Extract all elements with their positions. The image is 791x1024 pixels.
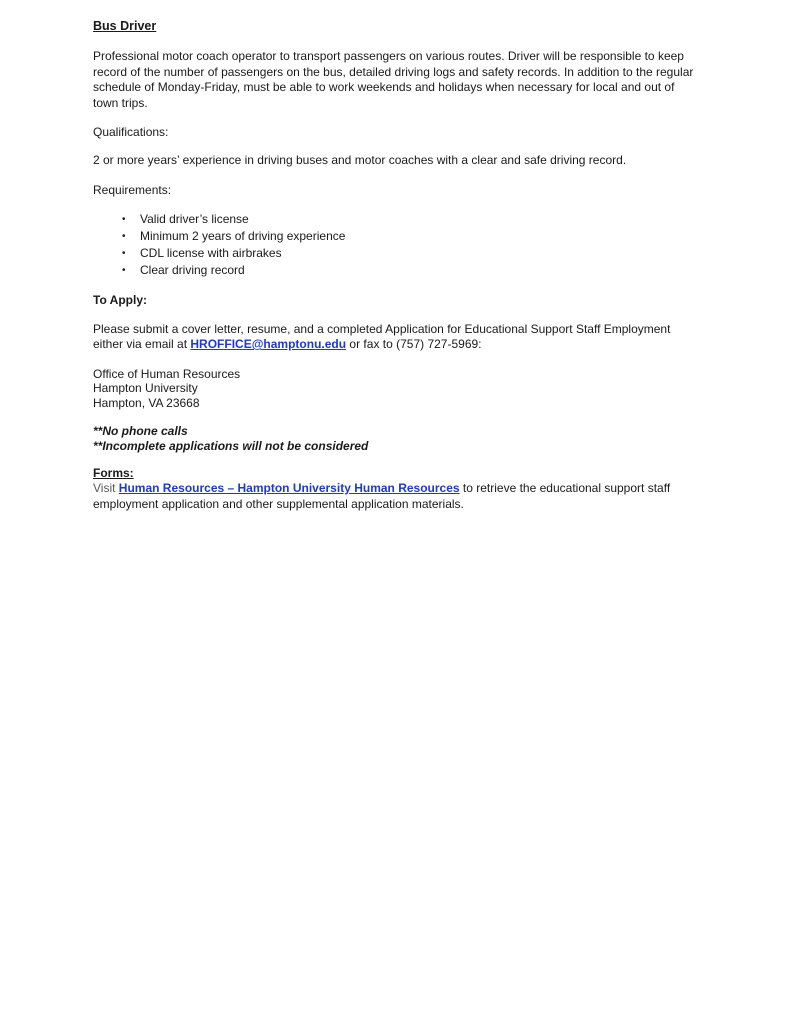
intro-paragraph: Professional motor coach operator to transport passengers on various routes. Driver will be responsible to keep record of the number of passengers on the bus, detailed driving logs and safety records. In addition to the regular schedule of Monday-Friday, must be able to work weekends and holidays when necessary for local and out of town trips.: [93, 49, 694, 110]
forms-heading: Forms:: [93, 466, 134, 480]
bullet-icon: •: [122, 230, 126, 242]
forms-text-after-link: to retrieve the educational support staff employment application and other supplemental application materials.: [93, 481, 671, 511]
notes-block: [93, 424, 700, 453]
requirement-item: [93, 228, 700, 245]
address-line: Hampton, VA 23668: [93, 395, 200, 410]
requirement-item: [93, 211, 700, 228]
requirement-item: [93, 245, 700, 262]
requirement-text: Minimum 2 years of driving experience: [140, 228, 346, 243]
job-title: Bus Driver: [93, 19, 157, 33]
forms-paragraph: [93, 481, 700, 512]
apply-paragraph: [93, 322, 700, 353]
requirement-text: Clear driving record: [140, 262, 245, 277]
address-line: Office of Human Resources: [93, 366, 241, 381]
forms-text-before-link: Visit: [93, 481, 119, 495]
note-incomplete-applications: **Incomplete applications will not be considered: [93, 438, 369, 453]
requirement-text: CDL license with airbrakes: [140, 245, 282, 260]
apply-text-before-link: Please submit a cover letter, resume, and a completed Application for Educational Support Staff Employment either via email at: [93, 321, 671, 351]
forms-section: [93, 466, 700, 512]
qualifications-heading: Qualifications:: [93, 125, 169, 139]
requirement-item: [93, 262, 700, 279]
to-apply-heading: To Apply:: [93, 292, 147, 307]
qualifications-text: 2 or more years’ experience in driving buses and motor coaches with a clear and safe driving record.: [93, 153, 627, 167]
email-link[interactable]: HROFFICE@hamptonu.edu: [190, 337, 347, 351]
requirements-list: [93, 211, 700, 279]
requirements-heading: Requirements:: [93, 182, 172, 197]
bullet-icon: •: [122, 247, 126, 259]
apply-text-after-link: or fax to (757) 727-5969:: [346, 337, 482, 351]
note-no-phone-calls: **No phone calls: [93, 424, 188, 438]
bullet-icon: •: [122, 213, 126, 225]
forms-link[interactable]: Human Resources – Hampton University Human Resources: [118, 481, 460, 495]
address-block: [93, 367, 700, 411]
requirement-text: Valid driver’s license: [140, 211, 249, 226]
bullet-icon: •: [122, 264, 126, 276]
address-line: Hampton University: [93, 381, 198, 395]
